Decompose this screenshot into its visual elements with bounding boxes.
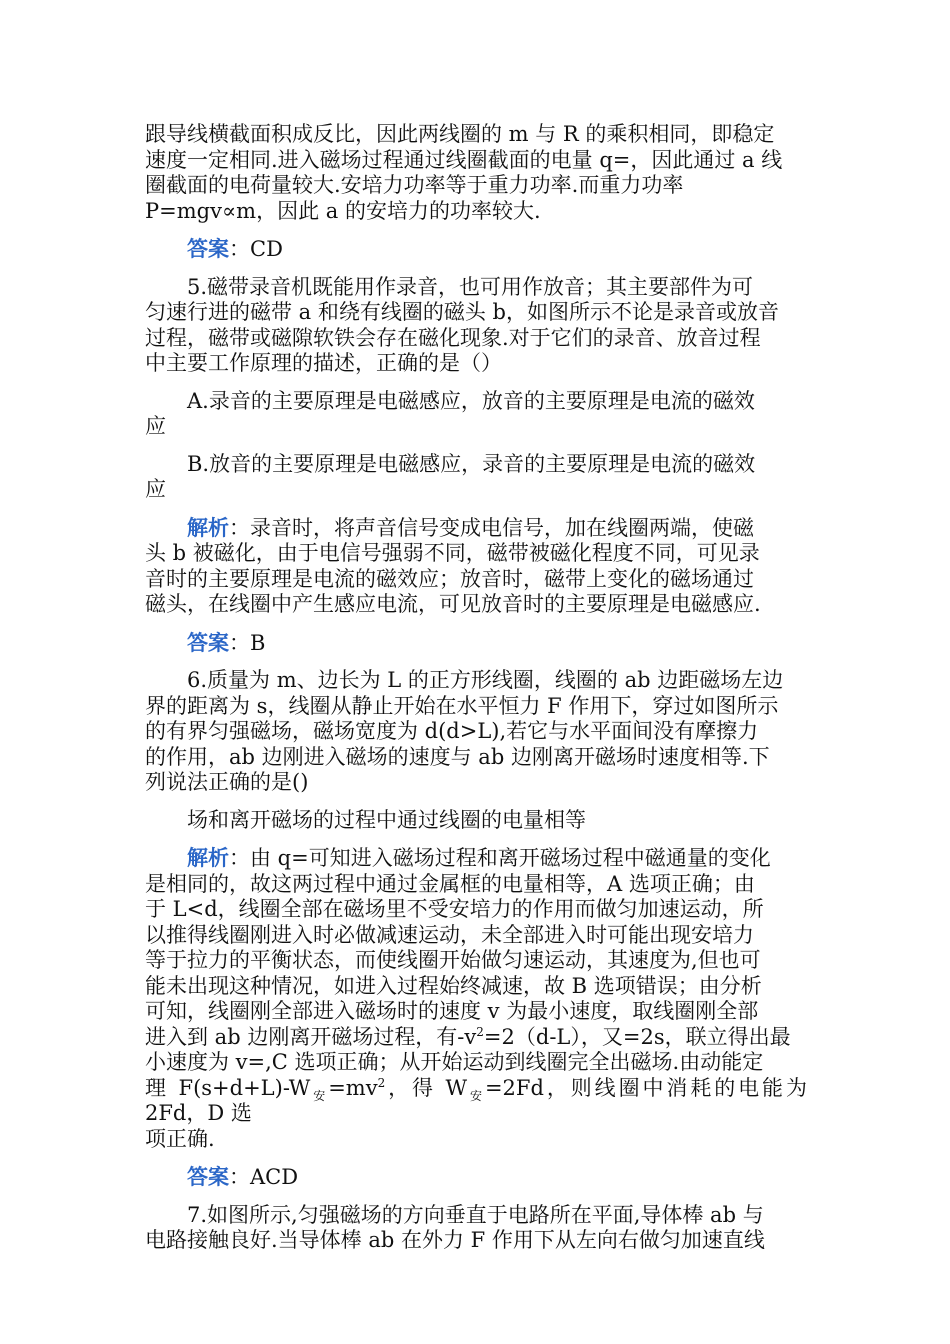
text-line: 跟导线横截面积成反比，因此两线圈的 m 与 R 的乘积相同，即稳定	[145, 122, 775, 146]
text-segment: =2（d-L），又=2s，联立得出最	[483, 1024, 791, 1049]
explanation-6	[145, 845, 807, 1152]
text-segment: 理 F(s+d+L)-W	[145, 1075, 311, 1100]
text-line: 速度一定相同.进入磁场过程通过线圈截面的电量 q=，因此通过 a 线	[145, 147, 783, 172]
text-line: 磁头，在线圈中产生感应电流，可见放音时的主要原理是电磁感应.	[145, 592, 761, 616]
text-line: 7.如图所示,匀强磁场的方向垂直于电路所在平面,导体棒 ab 与	[187, 1202, 764, 1227]
answer-value: B	[250, 630, 266, 655]
text-line: 中主要工作原理的描述，正确的是（）	[145, 351, 502, 375]
text-line: 于 L<d，线圈全部在磁场里不受安培力的作用而做匀加速运动，所	[145, 897, 764, 921]
text-line	[145, 1076, 807, 1127]
answer-value: CD	[250, 237, 283, 261]
explanation-5	[145, 515, 807, 618]
subscript: 安	[310, 1088, 329, 1103]
explanation-continuation	[145, 122, 807, 224]
text-line	[145, 845, 807, 872]
text-line: 是相同的，故这两过程中通过金属框的电量相等，A 选项正确；由	[145, 871, 755, 896]
text-line: 电路接触良好.当导体棒 ab 在外力 F 作用下从左向右做匀加速直线	[145, 1228, 765, 1252]
question-6	[145, 668, 807, 796]
answer-separator: ：	[229, 1165, 250, 1189]
text-line: 音时的主要原理是电流的磁效应；放音时，磁带上变化的磁场通过	[145, 566, 754, 591]
text-line: 的有界匀强磁场，磁场宽度为 d(d>L),若它与水平面间没有摩擦力	[145, 719, 759, 743]
text-line	[145, 515, 807, 542]
answer-5	[145, 630, 807, 657]
text-line	[145, 1025, 807, 1051]
explanation-label: 解析	[187, 514, 229, 540]
text-line: B.放音的主要原理是电磁感应，录音的主要原理是电流的磁效	[187, 451, 756, 476]
answer-value: ACD	[250, 1165, 299, 1189]
text-line: P=mgv∝m，因此 a 的安培力的功率较大.	[145, 198, 541, 223]
text-line: 列说法正确的是()	[145, 770, 309, 794]
answer-separator: ：	[229, 237, 250, 261]
explanation-text: 录音时，将声音信号变成电信号，加在线圈两端，使磁	[250, 515, 754, 540]
text-line: 界的距离为 s，线圈从静止开始在水平恒力 F 作用下，穿过如图所示	[145, 693, 779, 718]
text-line: 项正确.	[145, 1126, 215, 1151]
answer-4	[145, 236, 807, 263]
option-a	[145, 389, 807, 440]
text-line: A.录音的主要原理是电磁感应，放音的主要原理是电流的磁效	[187, 388, 755, 413]
answer-label: 答案	[187, 629, 229, 655]
text-segment: 进入到 ab 边刚离开磁场过程，有-v	[145, 1024, 477, 1049]
option-fragment: 场和离开磁场的过程中通过线圈的电量相等	[187, 807, 586, 832]
superscript: 2	[476, 1024, 484, 1039]
text-line: 5.磁带录音机既能用作录音，也可用作放音；其主要部件为可	[187, 274, 754, 299]
text-line: 匀速行进的磁带 a 和绕有线圈的磁头 b，如图所示不论是录音或放音	[145, 300, 779, 324]
text-segment: ，得 W	[385, 1075, 468, 1100]
text-line: 应	[145, 414, 166, 438]
explanation-separator: ：	[229, 515, 250, 540]
answer-6	[145, 1164, 807, 1191]
question-7	[145, 1203, 807, 1254]
option-b	[145, 452, 807, 503]
text-line: 等于拉力的平衡状态，而使线圈开始做匀速运动，其速度为,但也可	[145, 948, 761, 972]
text-line: 过程，磁带或磁隙软铁会存在磁化现象.对于它们的录音、放音过程	[145, 325, 761, 350]
text-line: 6.质量为 m、边长为 L 的正方形线圈，线圈的 ab 边距磁场左边	[187, 668, 784, 692]
answer-label: 答案	[187, 236, 229, 261]
subscript: 安	[467, 1088, 485, 1103]
answer-label: 答案	[187, 1164, 229, 1189]
text-line: 的作用，ab 边刚进入磁场的速度与 ab 边刚离开磁场时速度相等.下	[145, 744, 770, 769]
text-line: 以推得线圈刚进入时必做减速运动，未全部进入时可能出现安培力	[145, 922, 754, 947]
explanation-separator: ：	[229, 846, 250, 870]
text-line: 可知，线圈刚全部进入磁场时的速度 v 为最小速度，取线圈刚全部	[145, 999, 759, 1023]
explanation-text: 由 q=可知进入磁场过程和离开磁场过程中磁通量的变化	[250, 846, 771, 870]
text-segment: =mv	[328, 1075, 378, 1100]
answer-separator: ：	[229, 630, 250, 655]
question-5	[145, 275, 807, 377]
page-content	[145, 122, 807, 1254]
text-line: 小速度为 v=,C 选项正确；从开始运动到线圈完全出磁场.由动能定	[145, 1050, 764, 1074]
text-segment: =2Fd，则线圈中消耗的电能为 2Fd，D 选	[145, 1075, 807, 1125]
text-line: 头 b 被磁化，由于电信号强弱不同，磁带被磁化程度不同，可见录	[145, 541, 760, 565]
text-line: 圈截面的电荷量较大.安培力功率等于重力功率.而重力功率	[145, 173, 684, 197]
text-line: 能未出现这种情况，如进入过程始终减速，故 B 选项错误；由分析	[145, 973, 762, 998]
explanation-label: 解析	[187, 845, 229, 870]
superscript: 2	[377, 1075, 386, 1090]
text-line: 应	[145, 477, 166, 501]
